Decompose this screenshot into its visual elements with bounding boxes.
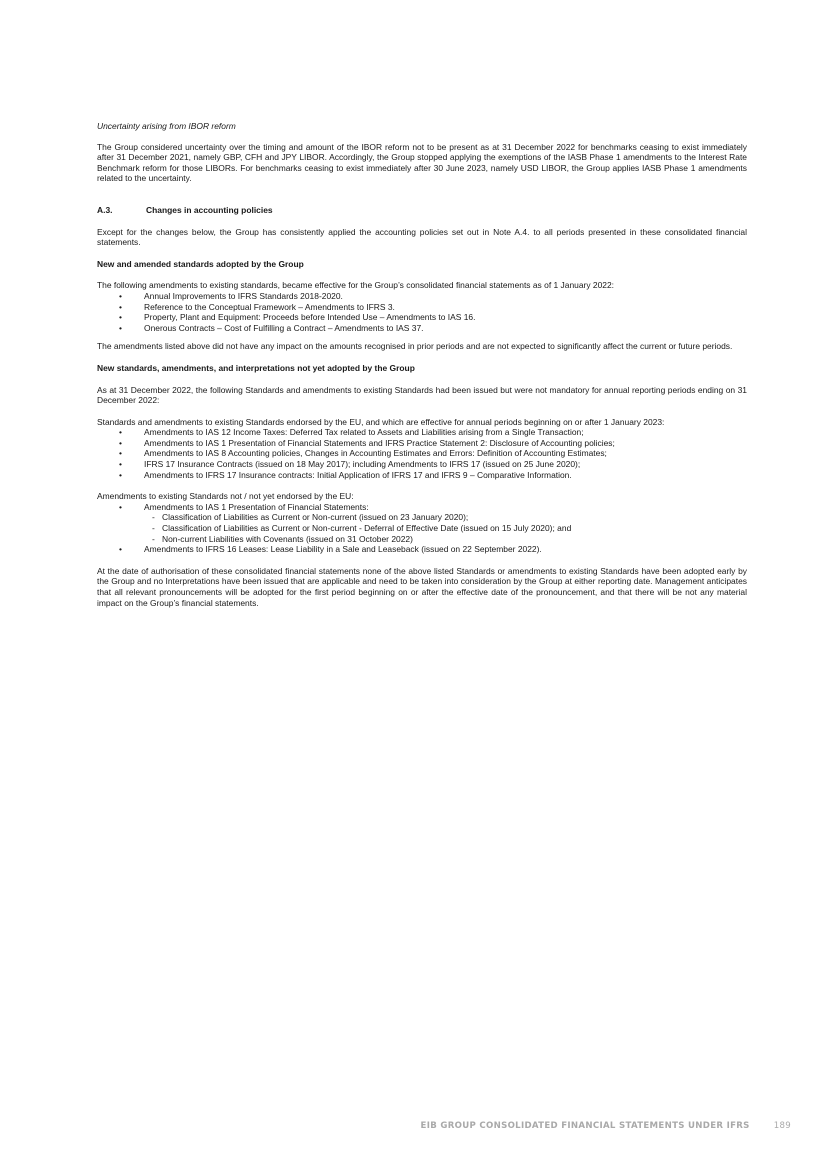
list-item: • Amendments to IFRS 17 Insurance contracts: Initial Application of IFRS 17 and IFRS 9 – Comparative Information. bbox=[97, 470, 747, 481]
adopted-outro: The amendments listed above did not have any impact on the amounts recognised in prior periods and are not expected to significantly affect the current or future periods. bbox=[97, 341, 733, 352]
not-adopted-intro: As at 31 December 2022, the following Standards and amendments to existing Standards had been issued but were not mandatory for annual reporting periods ending on 31 December 2022: bbox=[97, 384, 747, 406]
sub-list-item: - Classification of Liabilities as Current or Non-current - Deferral of Effective Date (issued on 15 July 2020); and bbox=[144, 523, 747, 534]
endorsed-list bbox=[97, 427, 747, 480]
ibor-paragraph: The Group considered uncertainty over the timing and amount of the IBOR reform not to be present as at 31 December 2022 for benchmarks ceasing to exist immediately after 31 December 2021, namely GBP, CFH and JPY LIBOR. Accordingly, the Group stopped applying the exemptions of the IASB Phase 1 amendments to the Interest Rate Benchmark reform for those LIBORs. For benchmarks ceasing to exist immediately after 30 June 2023, namely USD LIBOR, the Group applies IASB Phase 1 amendments related to the uncertainty. bbox=[97, 141, 747, 184]
list-item: • Onerous Contracts – Cost of Fulfilling a Contract – Amendments to IAS 37. bbox=[97, 323, 747, 334]
sub-list-item: - Non-current Liabilities with Covenants (issued on 31 October 2022) bbox=[144, 534, 747, 545]
adopted-heading: New and amended standards adopted by the Group bbox=[97, 258, 304, 269]
footer-title: EIB GROUP CONSOLIDATED FINANCIAL STATEMENTS UNDER IFRS bbox=[420, 1121, 750, 1131]
not-adopted-heading: New standards, amendments, and interpretations not yet adopted by the Group bbox=[97, 362, 415, 373]
section-number: A.3. bbox=[97, 204, 113, 215]
page-number: 189 bbox=[773, 1121, 791, 1131]
ias1-sublist bbox=[144, 512, 747, 544]
list-item: • Reference to the Conceptual Framework – Amendments to IFRS 3. bbox=[97, 302, 747, 313]
section-title: Changes in accounting policies bbox=[146, 204, 273, 215]
section-intro: Except for the changes below, the Group has consistently applied the accounting policies set out in Note A.4. to all periods presented in these consolidated financial statements. bbox=[97, 226, 747, 248]
list-item: • Property, Plant and Equipment: Proceeds before Intended Use – Amendments to IAS 16. bbox=[97, 312, 747, 323]
list-item: • Amendments to IFRS 16 Leases: Lease Liability in a Sale and Leaseback (issued on 22 September 2022). bbox=[97, 544, 747, 555]
adopted-list bbox=[97, 291, 747, 333]
section-heading bbox=[97, 205, 747, 216]
not-endorsed-list bbox=[97, 502, 747, 555]
list-item: • Annual Improvements to IFRS Standards 2018-2020. bbox=[97, 291, 747, 302]
ias1-item-label: Amendments to IAS 1 Presentation of Financial Statements: bbox=[144, 501, 369, 512]
list-item: • IFRS 17 Insurance Contracts (issued on 18 May 2017); including Amendments to IFRS 17 (issued on 25 June 2020); bbox=[97, 459, 747, 470]
list-item: • Amendments to IAS 12 Income Taxes: Deferred Tax related to Assets and Liabilities arising from a Single Transaction; bbox=[97, 427, 747, 438]
closing-paragraph: At the date of authorisation of these consolidated financial statements none of the above listed Standards or amendments to existing Standards have been adopted early by the Group and no Interpretations have been issued that are applicable and need to be taken into consideration by the Group at either reporting date. Management anticipates that all relevant pronouncements will be adopted for the first period beginning on or after the effective date of the pronouncement, and that there will be not any material impact on the Group’s financial statements. bbox=[97, 565, 747, 608]
sub-list-item: - Classification of Liabilities as Current or Non-current (issued on 23 January 2020); bbox=[144, 512, 747, 523]
adopted-intro: The following amendments to existing standards, became effective for the Group’s consolidated financial statements as of 1 January 2022: bbox=[97, 280, 615, 291]
page-content bbox=[97, 121, 747, 608]
not-endorsed-intro: Amendments to existing Standards not / not yet endorsed by the EU: bbox=[97, 491, 354, 502]
ibor-heading: Uncertainty arising from IBOR reform bbox=[97, 121, 236, 131]
page-footer bbox=[421, 1121, 791, 1131]
list-item: • Amendments to IAS 8 Accounting policies, Changes in Accounting Estimates and Errors: Definition of Accounting Estimates; bbox=[97, 448, 747, 459]
list-item bbox=[97, 502, 747, 544]
endorsed-intro: Standards and amendments to existing Standards endorsed by the EU, and which are effective for annual periods beginning on or after 1 January 2023: bbox=[97, 416, 665, 427]
list-item: • Amendments to IAS 1 Presentation of Financial Statements and IFRS Practice Statement 2: Disclosure of Accounting policies; bbox=[97, 438, 747, 449]
